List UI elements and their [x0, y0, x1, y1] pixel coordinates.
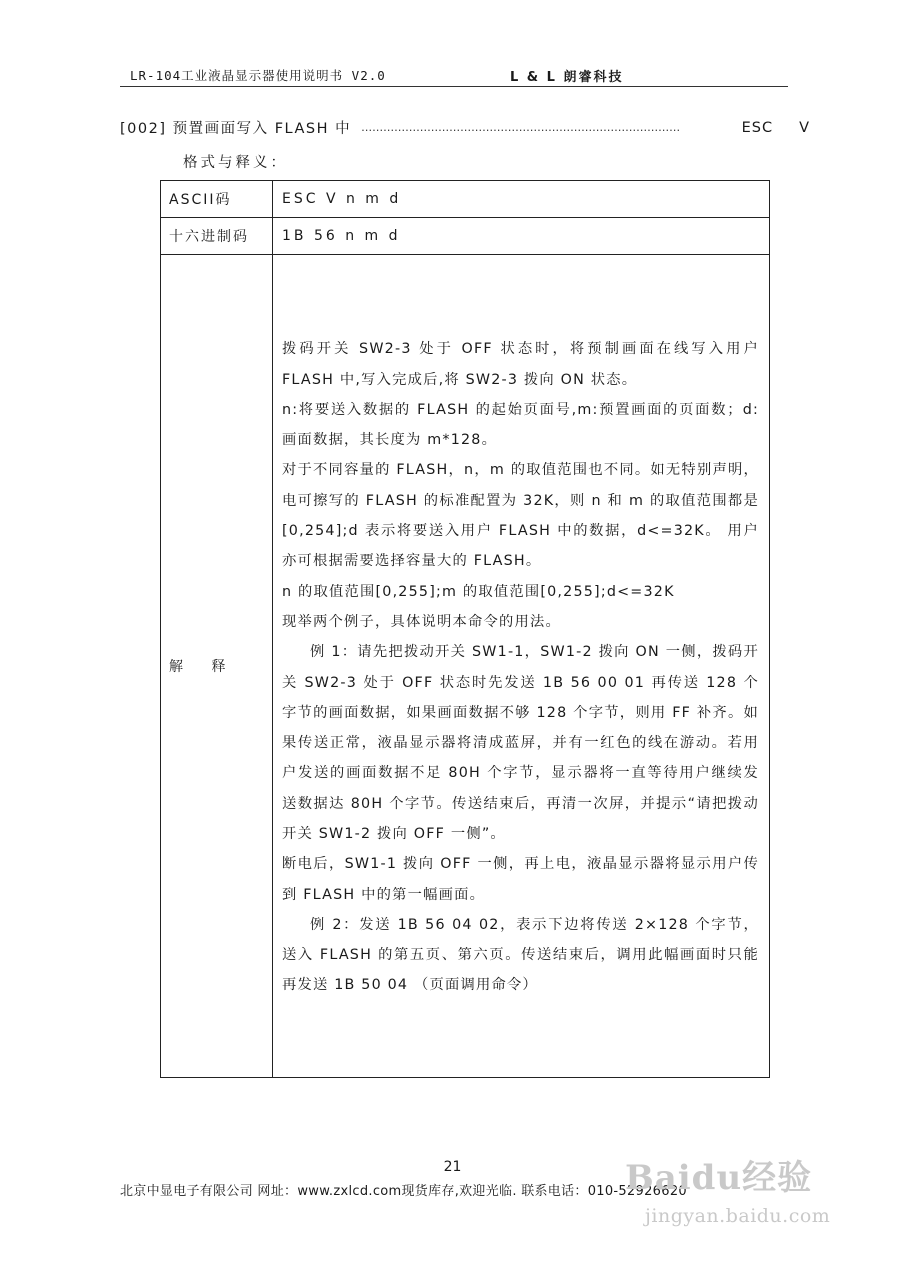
command-code	[742, 120, 810, 136]
explain-paragraph: 断电后，SW1-1 拨向 OFF 一侧，再上电，液晶显示器将显示用户传到 FLASH 中的第一幅画面。	[282, 856, 759, 903]
hex-label: 十六进制码	[161, 218, 273, 255]
command-code-esc: ESC	[741, 119, 774, 136]
ascii-label: ASCII码	[161, 181, 273, 218]
command-heading	[120, 117, 810, 138]
explain-paragraph: n:将要送入数据的 FLASH 的起始页面号,m:预置画面的页面数；d:画面数据，其长度为 m*128。	[282, 401, 759, 449]
ascii-value: ESC V n m d	[273, 181, 770, 218]
watermark-logo: Baidu经验	[625, 1158, 813, 1198]
command-title: [002] 预置画面写入 FLASH 中	[120, 121, 352, 137]
explain-paragraph: n 的取值范围[0,255];m 的取值范围[0,255];d<=32K	[282, 583, 675, 600]
command-spec-table	[160, 180, 770, 1078]
example-1-paragraph: 例 1：请先把拨动开关 SW1-1，SW1-2 拨向 ON 一侧，拨码开关 SW2-3 处于 OFF 状态时先发送 1B 56 00 01 再传送 128 个字节的画面数据，如果画面数据不够 128 个字节，则用 FF 补齐。如果传送正常，液晶显示器将清成蓝屏，并有一红色的线在游动。若用户发送的画面数据不足 80H 个字节，显示器将一直等待用户继续发送数据达 80H 个字节。传送结束后，再清一次屏，并提示“请把拨动开关 SW1-2 拨向 OFF 一侧”。	[282, 644, 759, 842]
header-manual-title: LR-104工业液晶显示器使用说明书 V2.0	[130, 68, 386, 83]
hex-value: 1B 56 n m d	[273, 218, 770, 255]
explain-paragraph: 现举两个例子，具体说明本命令的用法。	[282, 613, 561, 630]
table-row-ascii	[161, 181, 770, 218]
header-divider	[120, 86, 788, 87]
example-2-paragraph: 例 2：发送 1B 56 04 02，表示下边将传送 2×128 个字节，送入 FLASH 的第五页、第六页。传送结束后，调用此幅画面时只能再发送 1B 50 04 （页面调用命令）	[282, 916, 759, 994]
command-code-v: V	[799, 119, 810, 136]
explain-paragraph: 拨码开关 SW2-3 处于 OFF 状态时，将预制画面在线写入用户 FLASH 中,写入完成后,将 SW2-3 拨向 ON 状态。	[282, 341, 759, 388]
table-row-hex	[161, 218, 770, 255]
format-title: 格式与释义：	[183, 155, 288, 171]
explanation-text	[273, 255, 770, 1078]
watermark-url: jingyan.baidu.com	[645, 1205, 831, 1227]
baidu-watermark	[625, 1150, 830, 1227]
explain-paragraph: 对于不同容量的 FLASH，n，m 的取值范围也不同。如无特别声明，电可擦写的 FLASH 的标准配置为 32K，则 n 和 m 的取值范围都是[0,254];d 表示将要送入用户 FLASH 中的数据，d<=32K。 用户亦可根据需要选择容量大的 FLASH。	[282, 462, 759, 570]
explain-label: 解 释	[161, 255, 273, 1078]
table-row-explanation	[161, 255, 770, 1078]
page-number: 21	[443, 1159, 462, 1175]
header-company-name: L & L 朗睿科技	[510, 70, 624, 85]
footer-contact: 北京中显电子有限公司 网址：www.zxlcd.com现货库存,欢迎光临. 联系电话：010-52926620	[120, 1184, 687, 1199]
command-leader-dots: ……………………………………………………………………………	[361, 121, 681, 134]
